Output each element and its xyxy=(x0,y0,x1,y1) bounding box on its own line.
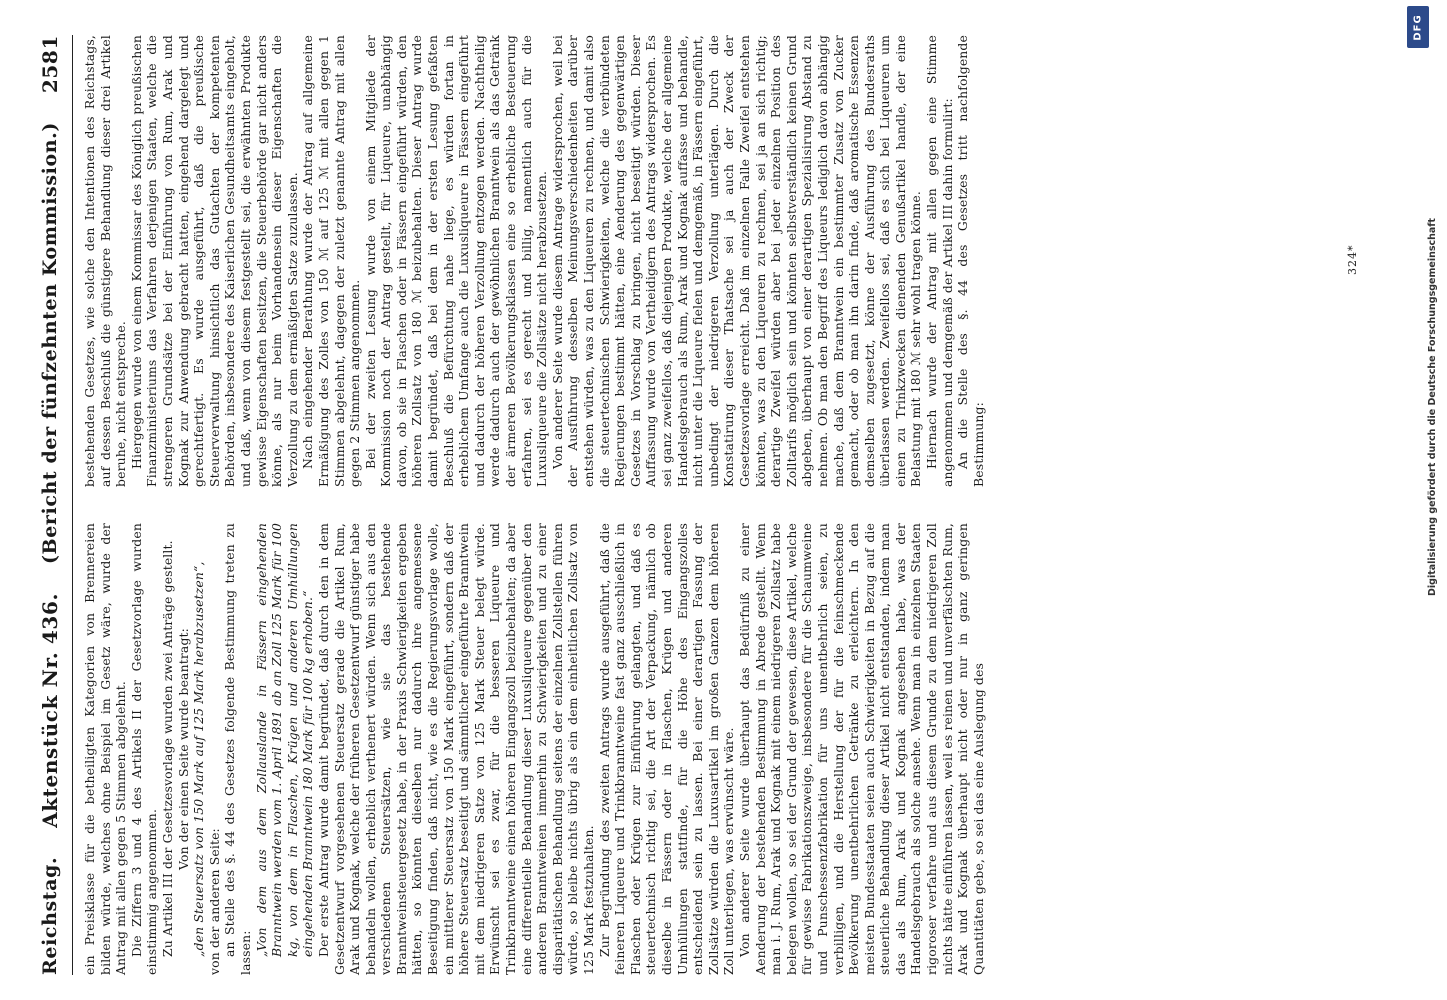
paragraph: Hiergegen wurde von einem Kommissar des Königlich preußischen Finanzministeriums das Verfahren derjenigen Staaten, welche die strengeren Grundsätze bei der Einführung von Rum, Arak und Kognak zur Anwendung gebracht hatten, eingehend dargelegt und gerechtfertigt. Es wurde ausgeführt, daß die preußische Steuerverwaltung hinsichtlich das Gutachten der kompetenten Behörden, insbesondere des Kaiserlichen Gesundheitsamts eingeholt, und daß, wenn von diesem festgestellt sei, die erwähnten Produkte gewisse Eigenschaften besitzen, die Steuerbehörde gar nicht anders könne, als nur beim Vorhandensein dieser Eigenschaften die Verzollung zu dem ermäßigten Satze zuzulassen. xyxy=(128,35,300,487)
paragraph: an Stelle des §. 44 des Gesetzes folgende Bestimmung treten zu lassen: xyxy=(222,523,253,975)
header-rule xyxy=(72,35,73,975)
paragraph: Von anderer Seite wurde diesem Antrage widersprochen, weil bei der Ausführung desselben Meinungsverschiedenheiten darüber entstehen würden, was zu den Liqueuren zu rechnen, und damit also die steuertechnischen Schwierigkeiten, welche die verbündeten Regierungen bestimmt hätten, eine Aenderung des gegenwärtigen Gesetzes in Vorschlag zu bringen, nicht beseitigt würden. Dieser Auffassung wurde von Vertheidigern des Antrags widersprochen. Es sei ganz zweifellos, daß diejenigen Produkte, welche der allgemeine Handelsgebrauch als Rum, Arak und Kognak auffasse und behandle, nicht unter die Liqueure fielen und demgemäß, in Fässern eingeführt, unbedingt der niedrigeren Verzollung unterlägen. Durch die Konstatirung dieser Thatsache sei ja auch der Zweck der Gesetzesvorlage erreicht. Daß im einzelnen Falle Zweifel entstehen könnten, was zu den Liqueuren zu rechnen, sei ja an sich richtig; derartige Zweifel würden aber bei jeder einzelnen Position des Zolltarifs möglich sein und könnten selbstverständlich keinen Grund abgeben, überhaupt von einer derartigen Spezialisirung Abstand zu nehmen. Ob man den Begriff des Liqueurs lediglich davon abhängig mache, daß dem Branntwein ein bestimmter Zusatz von Zucker gemacht, oder ob man ihn darin finde, daß aromatische Essenzen demselben zugesetzt, könne der Ausführung des Bundesraths überlassen werden. Zweifellos sei, daß es sich bei Liqueuren um einen zu Trinkzwecken dienenden Genußartikel handle, der eine Belastung mit 180 ℳ sehr wohl tragen könne. xyxy=(549,35,924,487)
paragraph: Hiernach wurde der Antrag mit allen gegen eine Stimme angenommen und demgemäß der Artikel III dahin formulirt: xyxy=(924,35,955,487)
page-header xyxy=(30,35,70,975)
paragraph: Bei der zweiten Lesung wurde von einem Mitgliede der Kommission noch der Antrag gestellt, für Liqueure, unabhängig davon, ob sie in Flaschen oder in Fässern eingeführt würden, den höheren Zollsatz von 180 ℳ beizubehalten. Dieser Antrag wurde damit begründet, daß bei dem in der ersten Lesung gefaßten Beschluß die Befürchtung nahe liege, es würden fortan in erheblichem Umfange auch die Luxusliqueure in Fässern eingeführt und dadurch der höheren Verzollung entzogen werden. Nachtheilig werde dadurch auch der gewöhnlichen Branntwein als das Getränk der ärmeren Bevölkerungsklassen eine so erhebliche Besteuerung erfahren, sei es gerecht und billig, namentlich auch für die Luxusliqueure die Zollsätze nicht herabzusetzen. xyxy=(362,35,550,487)
paragraph: Nach eingehender Berathung wurde der Antrag auf allgemeine Ermäßigung des Zolles von 150 ℳ auf 125 ℳ mit allen gegen 1 Stimmen abgelehnt, dagegen der zuletzt genannte Antrag mit allen gegen 2 Stimmen angenommen. xyxy=(300,35,363,487)
paragraph: bestehenden Gesetzes, wie solche den Intentionen des Reichstags, auf dessen Beschluß die günstigere Behandlung dieser drei Artikel beruhe, nicht entspreche. xyxy=(82,35,129,487)
dfg-sidebar xyxy=(1405,0,1438,1000)
paragraph: Zur Begründung des zweiten Antrags wurde ausgeführt, daß die feineren Liqueure und Trinkbranntweine fast ganz ausschließlich in Flaschen oder Krügen zur Einführung gelangten, und daß es steuertechnisch richtig sei, die Art der Verpackung, nämlich ob dieselbe in Fässern oder in Flaschen, Krügen und anderen Umhüllungen stattfinde, für die Höhe des Eingangszolles entscheidend sein zu lassen. Bei einer derartigen Fassung der Zollsätze würden die Luxusartikel im großen Ganzen dem höheren Zoll unterliegen, was erwünscht wäre. xyxy=(596,523,737,975)
quoted-provision: „Von dem aus dem Zollauslande in Fässern eingehenden Branntwein werden vom 1. April 1891 ab an Zoll 125 Mark für 100 kg, von dem in Flaschen, Krügen und anderen Umhüllungen eingehenden Branntwein 180 Mark für 100 kg erhoben.“ xyxy=(253,523,316,957)
dfg-funding-notice: Digitalisierung gefördert durch die Deutsche Forschungsgemeinschaft xyxy=(1427,218,1438,596)
header-section-note: (Bericht der fünfzehnten Kommission.) xyxy=(39,122,61,565)
dfg-logo-text: DFG xyxy=(1412,13,1424,41)
rotated-document-page xyxy=(30,35,1430,975)
paragraph: Die Ziffern 3 und 4 des Artikels II der Gesetzvorlage wurden einstimmig angenommen. xyxy=(128,523,160,975)
page-number: 2581 xyxy=(38,35,62,94)
paragraph: ein Preisklasse für die betheiligten Kategorien von Brennereien bilden würde, welches ohne Beispiel im Gesetz wäre, wurde der Antrag mit allen gegen 5 Stimmen abgelehnt. xyxy=(82,523,129,975)
dfg-logo xyxy=(1407,6,1429,48)
header-document-number: Aktenstück Nr. 436. xyxy=(38,592,62,828)
signature-mark: 324* xyxy=(1346,244,1359,275)
paragraph: Der erste Antrag wurde damit begründet, daß durch den in dem Gesetzentwurf vorgesehenen Steuersatz gerade die Artikel Rum, Arak und Kognak, welche der früheren Gesetzentwurf günstiger habe behandeln wollen, erheblich verthenert würden. Wenn sich aus den verschiedenen Steuersätzen, wie sie das bestehende Branntweinsteuergesetz habe, in der Praxis Schwierigkeiten ergeben hätten, so könnten dieselben nur dadurch ihre angemessene Beseitigung finden, daß nicht, wie es die Regierungsvorlage wolle, ein mittlerer Steuersatz von 150 Mark eingeführt, sondern daß der höhere Steuersatz beseitigt und sämmtlicher eingeführte Branntwein mit dem niedrigeren Satze von 125 Mark Steuer belegt würde. Erwünscht sei es zwar, für die besseren Liqueure und Trinkbranntweine einen höheren Eingangszoll beizubehalten; da aber eine differentielle Behandlung dieser Luxusliqueure gegenüber den anderen Branntweinen immerhin zu Schwierigkeiten und zu einer disparitätischen Behandlung seitens der einzelnen Zollstellen führen würde, so bleibe nichts übrig als ein dem einheitlichen Zollsatz von 125 Mark festzuhalten. xyxy=(315,523,596,975)
paragraph: An die Stelle des §. 44 des Gesetzes tritt nachfolgende Bestimmung: xyxy=(955,35,986,487)
right-column xyxy=(82,35,1312,487)
quoted-proposal: „den Steuersatz von 150 Mark auf 125 Mark herabzusetzen“, xyxy=(191,561,207,957)
paragraph: Zu Artikel III der Gesetzesvorlage wurden zwei Anträge gestellt. xyxy=(159,540,175,957)
paragraph: Von anderer Seite wurde überhaupt das Bedürfniß zu einer Aenderung der bestehenden Bestimmung in Abrede gestellt. Wenn man i. J. Rum, Arak und Kognak mit einem niedrigeren Zollsatz habe belegen wollen, so sei der Grund der gewesen, diese Artikel, welche für gewisse Fabrikationszweige, insbesondere für die Schaumweine und Punschessenzfabrikation für uns unentbehrlich seien, zu verbilligen, und die Herstellung der für die feinschmeckende Bevölkerung unentbehrlichen Getränke zu erleichtern. In den meisten Bundesstaaten seien auch Schwierigkeiten in Bezug auf die steuerliche Behandlung dieser Artikel nicht entstanden, indem man das als Rum, Arak und Kognak angesehen habe, was der Handelsgebrauch als solche ansehe. Wenn man in einzelnen Staaten rigoroser verfahre und aus diesem Grunde zu dem niedrigeren Zoll nichts hätte einführen lassen, weil es reinen und unverfälschten Rum, Arak und Kognak überhaupt nicht oder nur in ganz geringen Quantitäten gebe, so sei das eine Auslegung des xyxy=(736,523,986,975)
header-left: Reichstag. xyxy=(39,856,61,975)
paragraph: von der anderen Seite: xyxy=(206,828,222,975)
paragraph: Von der einen Seite wurde beantragt: xyxy=(175,628,191,870)
left-column xyxy=(82,523,1312,975)
